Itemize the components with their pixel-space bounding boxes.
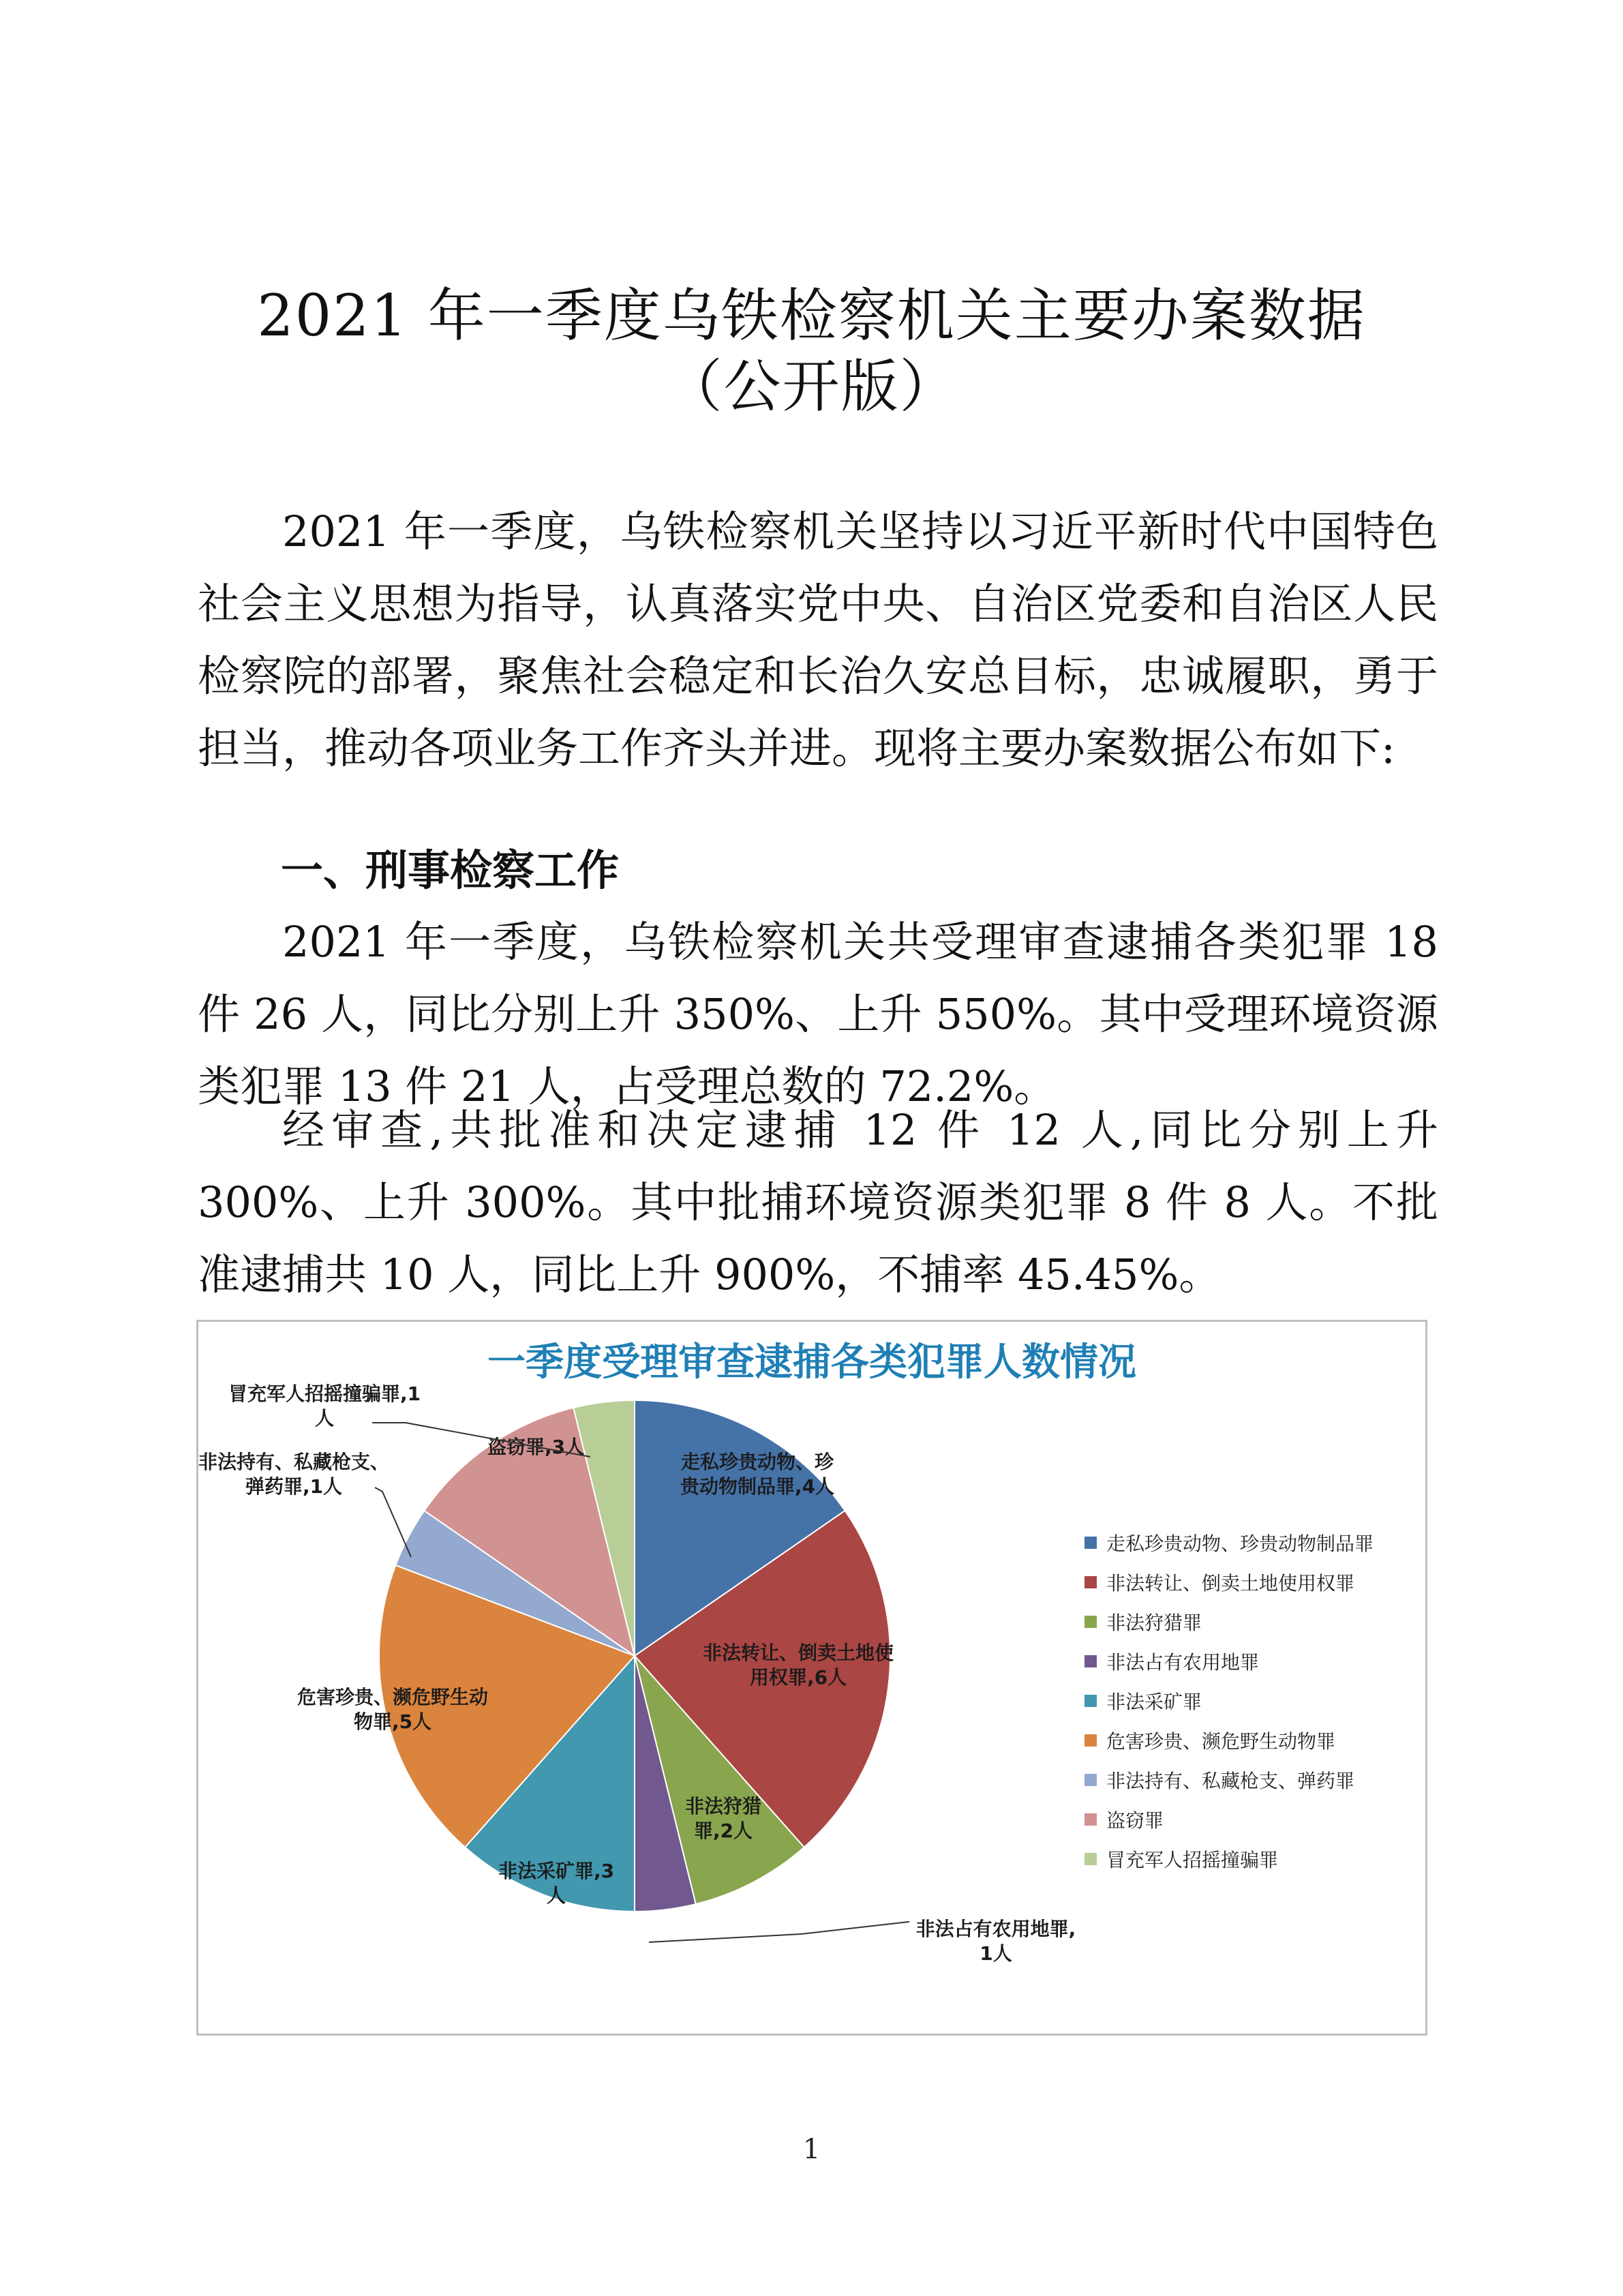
legend-label-7: 非法持有、私藏枪支、弹药罪 [1106, 1770, 1355, 1792]
legend-label-5: 非法采矿罪 [1106, 1691, 1202, 1713]
legend-swatch-5 [1084, 1695, 1097, 1707]
data-label-9: 冒充军人招摇撞骗罪,1 人 [228, 1383, 421, 1430]
legend-item-8 [1084, 1800, 1412, 1839]
data-label-3: 非法狩猎罪,2人 [684, 1795, 762, 1842]
legend-item-1 [1084, 1523, 1412, 1562]
document-title: 2021 年一季度乌铁检察机关主要办案数据 [257, 282, 1366, 349]
chart-title: 一季度受理审查逮捕各类犯罪人数情况 [487, 1340, 1136, 1385]
data-label-7: 非法持有、私藏枪支、弹药罪,1人 [198, 1451, 390, 1498]
legend-item-4 [1084, 1642, 1412, 1681]
legend-item-6 [1084, 1721, 1412, 1760]
arrest-approval-paragraph: 经审查,共批准和决定逮捕 12 件 12 人,同比分别上升 300%、上升 300%。其中批捕环境资源类犯罪 8 件 8 人。不批准逮捕共 10 人，同比上升 900%，不捕率 45.45%。 [198, 1105, 1438, 1299]
legend-label-8: 盗窃罪 [1106, 1809, 1164, 1832]
legend-swatch-1 [1084, 1537, 1097, 1549]
data-label-6: 危害珍贵、濒危野生动物罪,5人 [297, 1686, 489, 1733]
legend-item-3 [1084, 1602, 1412, 1642]
data-label-2: 非法转让、倒卖土地使用权罪,6人 [702, 1642, 894, 1689]
legend-label-9: 冒充军人招摇撞骗罪 [1106, 1849, 1279, 1871]
legend-item-5 [1084, 1681, 1412, 1721]
arrest-review-paragraph: 2021 年一季度，乌铁检察机关共受理审查逮捕各类犯罪 18 件 26 人，同比分别上升 350%、上升 550%。其中受理环境资源类犯罪 13 件 21 人，占受理总数的 72.2%。 [198, 917, 1438, 1111]
legend-swatch-3 [1084, 1616, 1097, 1628]
document-subtitle: （公开版） [665, 353, 958, 420]
legend-swatch-9 [1084, 1853, 1097, 1865]
leader-line-4 [649, 1922, 909, 1942]
legend-item-2 [1084, 1562, 1412, 1602]
chart-legend [1084, 1523, 1412, 1879]
legend-label-3: 非法狩猎罪 [1106, 1612, 1202, 1634]
data-label-1: 走私珍贵动物、珍贵动物制品罪,4人 [680, 1451, 835, 1498]
page-number: 1 [802, 2134, 821, 2165]
legend-label-2: 非法转让、倒卖土地使用权罪 [1106, 1572, 1355, 1595]
pie-chart-frame [196, 1320, 1427, 2036]
legend-swatch-8 [1084, 1813, 1097, 1826]
data-label-4: 非法占有农用地罪, 1人 [915, 1918, 1076, 1965]
legend-label-6: 危害珍贵、濒危野生动物罪 [1106, 1730, 1336, 1753]
legend-swatch-7 [1084, 1774, 1097, 1786]
data-label-8: 盗窃罪,3人 [487, 1436, 585, 1458]
legend-swatch-2 [1084, 1576, 1097, 1588]
legend-label-1: 走私珍贵动物、珍贵动物制品罪 [1106, 1532, 1374, 1555]
section-heading: 一、刑事检察工作 [281, 845, 620, 895]
intro-paragraph: 2021 年一季度，乌铁检察机关坚持以习近平新时代中国特色社会主义思想为指导，认真落实党中央、自治区党委和自治区人民检察院的部署，聚焦社会稳定和长治久安总目标，忠诚履职，勇于担当，推动各项业务工作齐头并进。现将主要办案数据公布如下: [198, 507, 1438, 773]
legend-item-9 [1084, 1839, 1412, 1879]
legend-swatch-4 [1084, 1655, 1097, 1667]
legend-item-7 [1084, 1760, 1412, 1800]
legend-swatch-6 [1084, 1734, 1097, 1747]
legend-label-4: 非法占有农用地罪 [1106, 1651, 1260, 1674]
data-label-5: 非法采矿罪,3 人 [498, 1860, 615, 1907]
